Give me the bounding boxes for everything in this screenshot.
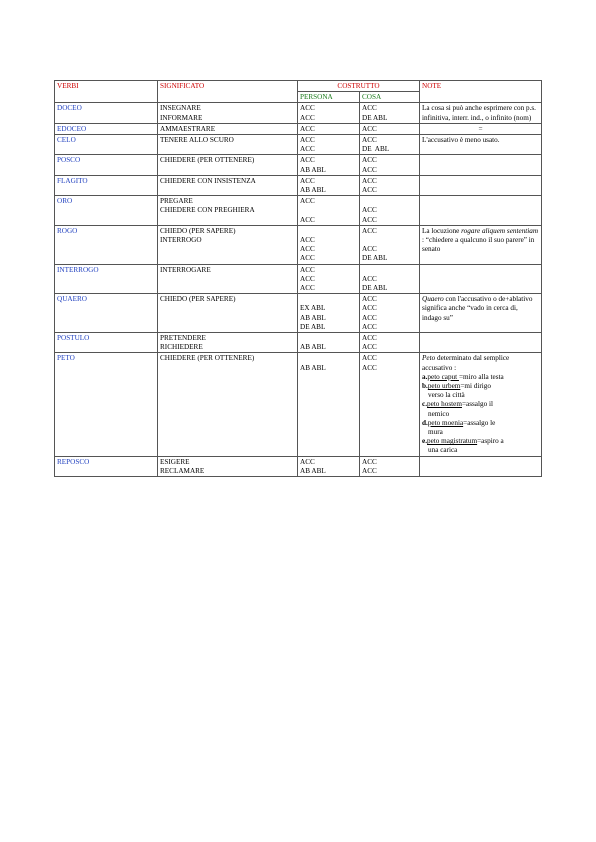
verb-cell: CELO	[55, 135, 158, 155]
cell-line: ACC	[362, 322, 377, 331]
persona-cell	[298, 135, 360, 155]
cell-line: ACC	[300, 265, 315, 274]
verb-cell: PETO	[55, 353, 158, 456]
persona-cell	[298, 123, 360, 134]
note-cell	[420, 103, 542, 123]
cell-line: ESIGERE	[160, 457, 190, 466]
cell-line: DE ABL	[362, 113, 388, 122]
note-text: L'accusativo è meno usato.	[422, 136, 500, 145]
header-significato: SIGNIFICATO	[158, 81, 298, 103]
cell-line: AB ABL	[300, 186, 326, 195]
cell-line: CHIEDERE CON INSISTENZA	[160, 176, 256, 185]
table-row	[55, 333, 542, 353]
cell-line: RICHIEDERE	[160, 343, 203, 352]
significato-cell	[158, 155, 298, 175]
note-cell	[420, 175, 542, 195]
note-item: c.peto hostem=assalgo il	[422, 400, 493, 409]
item-letter: c.	[422, 400, 428, 409]
cell-line: ACC	[300, 254, 315, 263]
item-letter: e.	[422, 437, 428, 446]
note-cell	[420, 456, 542, 476]
cell-line: DE ABL	[362, 284, 388, 293]
verb-cell: POSTULO	[55, 333, 158, 353]
cell-line: AB ABL	[300, 343, 326, 352]
verb-cell: QUAERO	[55, 294, 158, 333]
verb-cell: POSCO	[55, 155, 158, 175]
note-text: Peto determinato dal semplice accusativo :	[422, 354, 510, 372]
cell-line: PRETENDERE	[160, 334, 206, 343]
cell-line: ACC	[362, 313, 377, 322]
persona-cell	[298, 175, 360, 195]
item-latin: peto moenia	[427, 418, 464, 427]
table-row	[55, 196, 542, 226]
cell-line	[300, 354, 357, 363]
cosa-cell	[360, 196, 420, 226]
persona-cell	[298, 155, 360, 175]
verb-cell: DOCEO	[55, 103, 158, 123]
cosa-cell	[360, 294, 420, 333]
cell-line: ACC	[362, 186, 377, 195]
note-text: =	[478, 124, 483, 133]
note-cell	[420, 135, 542, 155]
persona-cell	[298, 333, 360, 353]
significato-cell	[158, 264, 298, 294]
item-latin: peto magistratum	[427, 437, 478, 446]
cell-line: AB ABL	[300, 313, 326, 322]
table-row	[55, 456, 542, 476]
verb-cell: INTERROGO	[55, 264, 158, 294]
cell-line: INFORMARE	[160, 113, 203, 122]
cell-line: ACC	[362, 206, 377, 215]
item-cont: nemico	[428, 409, 450, 418]
cell-line: INSEGNARE	[160, 104, 201, 113]
note-cell	[420, 353, 542, 456]
cell-line: CHIEDERE CON PREGHIERA	[160, 206, 255, 215]
cell-line: ACC	[362, 295, 377, 304]
cell-line: CHIEDO (PER SAPERE)	[160, 226, 236, 235]
significato-cell	[158, 135, 298, 155]
significato-cell	[158, 175, 298, 195]
note-cell	[420, 155, 542, 175]
cell-line: INTERROGO	[160, 236, 202, 245]
cell-line	[300, 206, 357, 215]
cell-line: ACC	[362, 124, 377, 133]
item-cont: una carica	[428, 446, 458, 455]
cell-line	[362, 236, 417, 245]
cell-line: ACC	[362, 343, 377, 352]
verb-cell: ROGO	[55, 225, 158, 264]
table-row	[55, 175, 542, 195]
significato-cell	[158, 353, 298, 456]
persona-cell	[298, 103, 360, 123]
note-italic: Quaero	[422, 295, 444, 304]
cell-line: ACC	[300, 245, 315, 254]
cosa-cell	[360, 123, 420, 134]
cell-line: ACC	[300, 124, 315, 133]
cell-line: ACC	[362, 136, 377, 145]
cell-line: ACC	[300, 197, 315, 206]
note-item: d.peto moenia=assalgo le	[422, 418, 496, 427]
cell-line	[300, 227, 357, 236]
note-italic: rogare aliquem sententiam	[461, 226, 539, 235]
cell-line: PREGARE	[160, 197, 193, 206]
item-latin: peto caput	[427, 372, 459, 381]
cosa-cell	[360, 264, 420, 294]
cell-line: AB ABL	[300, 165, 326, 174]
cell-line: DE ABL	[362, 145, 390, 154]
cosa-cell	[360, 175, 420, 195]
note-text: La locuzione rogare aliquem sententiam : “chiedere a qualcuno il suo parere” in senato	[422, 226, 539, 254]
significato-cell	[158, 103, 298, 123]
item-cont: verso la città	[428, 391, 465, 400]
header-note: NOTE	[420, 81, 542, 103]
cell-line: ACC	[300, 215, 315, 224]
cell-line: RECLAMARE	[160, 466, 205, 475]
cell-line: ACC	[300, 136, 315, 145]
cell-line: ACC	[300, 176, 315, 185]
cosa-cell	[360, 135, 420, 155]
cell-line: ACC	[362, 354, 377, 363]
significato-cell	[158, 456, 298, 476]
cell-line: ACC	[300, 113, 315, 122]
header-verbi: VERBI	[55, 81, 158, 103]
persona-cell	[298, 353, 360, 456]
cell-line: ACC	[362, 165, 377, 174]
note-cell	[420, 123, 542, 134]
cell-line: DE ABL	[362, 254, 388, 263]
persona-cell	[298, 196, 360, 226]
cell-line: ACC	[300, 236, 315, 245]
table-row	[55, 103, 542, 123]
cosa-cell	[360, 333, 420, 353]
cell-line: EX ABL	[300, 304, 326, 313]
cell-line: AB ABL	[300, 363, 326, 372]
cell-line: ACC	[362, 176, 377, 185]
cell-line: ACC	[362, 334, 377, 343]
note-cell	[420, 333, 542, 353]
table-row	[55, 264, 542, 294]
cell-line: ACC	[300, 457, 315, 466]
note-cell	[420, 196, 542, 226]
cell-line	[300, 295, 357, 304]
verb-cell: REPOSCO	[55, 456, 158, 476]
note-text: Quaero con l'accusativo o de+ablativo significa anche “vado in cerca di, indago su”	[422, 295, 533, 322]
persona-cell	[298, 456, 360, 476]
cell-line: ACC	[300, 156, 315, 165]
cell-line: ACC	[300, 274, 315, 283]
table-row	[55, 123, 542, 134]
note-text: La cosa si può anche esprimere con p.s. infinitiva, interr. ind., o infinito (nom)	[422, 104, 536, 122]
item-letter: b.	[422, 382, 428, 391]
note-cell	[420, 225, 542, 264]
cell-line: ACC	[300, 104, 315, 113]
cell-line: ACC	[362, 274, 377, 283]
cell-line: CHIEDERE (PER OTTENERE)	[160, 354, 255, 363]
note-item: e.peto magistratum=aspiro a	[422, 437, 504, 446]
cell-line: INTERROGARE	[160, 265, 211, 274]
table-row	[55, 294, 542, 333]
cosa-cell	[360, 103, 420, 123]
cell-line: ACC	[362, 363, 377, 372]
item-latin: peto hostem	[427, 400, 462, 409]
cell-line: ACC	[362, 156, 377, 165]
header-persona: PERSONA	[298, 92, 360, 103]
cell-line	[362, 197, 417, 206]
item-letter: a.	[422, 372, 428, 381]
persona-cell	[298, 225, 360, 264]
note-cell	[420, 294, 542, 333]
verb-cell: ORO	[55, 196, 158, 226]
table-row	[55, 135, 542, 155]
cell-line: DE ABL	[300, 322, 326, 331]
cell-line: AMMAESTRARE	[160, 124, 216, 133]
significato-cell	[158, 196, 298, 226]
cell-line: ACC	[362, 104, 377, 113]
cell-line	[362, 266, 417, 275]
persona-cell	[298, 264, 360, 294]
table-row	[55, 155, 542, 175]
significato-cell	[158, 123, 298, 134]
cell-line: ACC	[362, 304, 377, 313]
cell-line: AB ABL	[300, 466, 326, 475]
header-cosa: COSA	[360, 92, 420, 103]
item-latin: peto urbem	[427, 382, 461, 391]
cell-line	[300, 334, 357, 343]
item-cont: mura	[428, 428, 443, 437]
note-item: a.peto caput =miro alla testa	[422, 372, 504, 381]
cosa-cell	[360, 155, 420, 175]
table-row	[55, 225, 542, 264]
significato-cell	[158, 294, 298, 333]
header-costrutto: COSTRUTTO	[298, 81, 420, 92]
cell-line: ACC	[362, 466, 377, 475]
cell-line: CHIEDERE (PER OTTENERE)	[160, 156, 255, 165]
significato-cell	[158, 225, 298, 264]
verb-cell: FLAGITO	[55, 175, 158, 195]
cosa-cell	[360, 353, 420, 456]
significato-cell	[158, 333, 298, 353]
verbs-table	[54, 80, 542, 477]
cell-line: ACC	[362, 226, 377, 235]
note-italic: Peto	[422, 354, 436, 363]
cosa-cell	[360, 225, 420, 264]
cell-line: ACC	[362, 245, 377, 254]
persona-cell	[298, 294, 360, 333]
cosa-cell	[360, 456, 420, 476]
cell-line: ACC	[362, 215, 377, 224]
cell-line: CHIEDO (PER SAPERE)	[160, 295, 236, 304]
cell-line: ACC	[300, 284, 315, 293]
table-row	[55, 353, 542, 456]
item-letter: d.	[422, 418, 428, 427]
cell-line: ACC	[362, 457, 377, 466]
verb-cell: EDOCEO	[55, 123, 158, 134]
note-item: b.peto urbem=mi dirigo	[422, 382, 491, 391]
cell-line: TENERE ALLO SCURO	[160, 136, 234, 145]
note-cell	[420, 264, 542, 294]
cell-line: ACC	[300, 145, 315, 154]
